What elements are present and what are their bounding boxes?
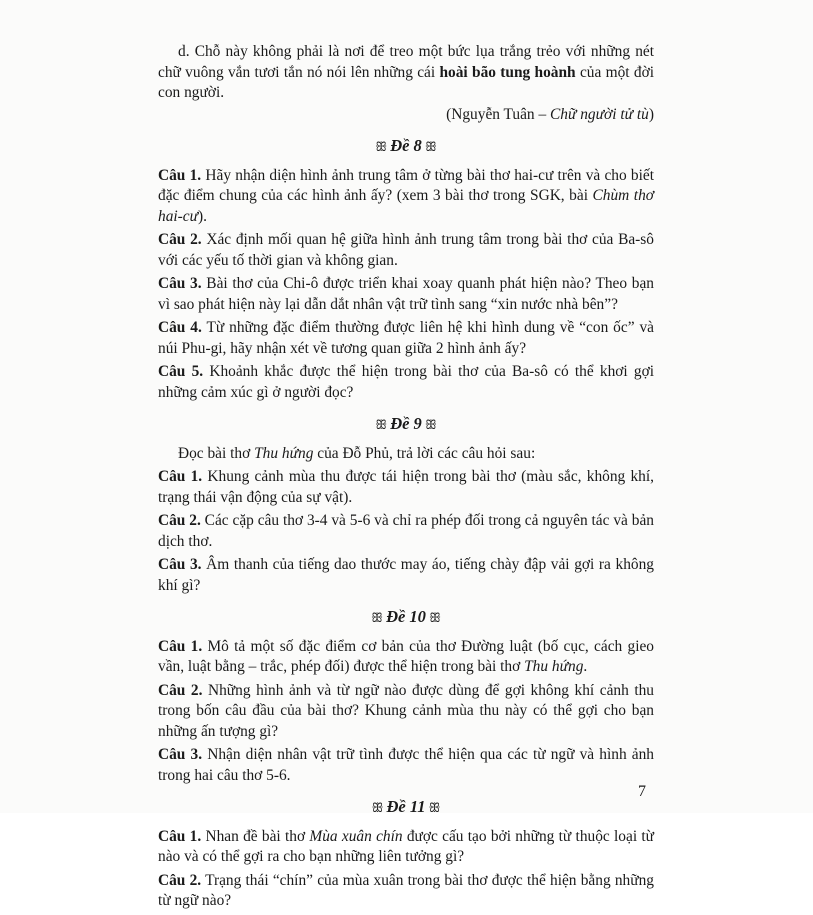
- section-heading: [158, 136, 654, 158]
- instruction-before: Đọc bài thơ: [178, 444, 255, 462]
- question-text: Những hình ảnh và từ ngữ nào được dùng để gợi không khí cảnh thu trong bốn câu đầu của bài thơ? Khung cảnh mùa thu này có thể gợi cho bạn những ấn tượng gì?: [158, 681, 654, 740]
- question-label: Câu 2.: [158, 871, 202, 889]
- question-label: Câu 3.: [158, 556, 202, 573]
- page-number: 7: [638, 783, 646, 800]
- question-label: Câu 2.: [158, 512, 201, 529]
- question-item: [158, 637, 654, 678]
- ornament-left-icon: ꕥ: [370, 610, 384, 625]
- question-label: Câu 1.: [158, 827, 202, 845]
- question-text: Trạng thái “chín” của mùa xuân trong bài thơ được thể hiện bằng những từ ngữ nào?: [158, 871, 654, 909]
- question-label: Câu 4.: [158, 319, 202, 336]
- question-item: [158, 362, 654, 403]
- question-label: Câu 3.: [158, 275, 202, 292]
- intro-text-end: của một đời con người.: [158, 63, 654, 101]
- question-text-end: .: [583, 658, 588, 675]
- question-label: Câu 1.: [158, 637, 203, 655]
- question-text-end: được cấu tạo bởi những từ thuộc loại từ nào và có thể gợi ra cho bạn những liên tưởng gì?: [158, 827, 655, 865]
- section-heading: [158, 414, 654, 436]
- ornament-right-icon: ꕥ: [428, 610, 442, 625]
- question-text: Khung cảnh mùa thu được tái hiện trong bài thơ (màu sắc, không khí, trạng thái vận động của sự vật).: [158, 468, 654, 506]
- exam-sections: [158, 136, 654, 912]
- question-text: Nhan đề bài thơ: [201, 827, 310, 845]
- question-item: [158, 166, 654, 228]
- section-title: Đề 11: [386, 797, 426, 816]
- section-title: Đề 8: [390, 136, 422, 155]
- section-title: Đề 10: [386, 607, 426, 626]
- question-text: Xác định mối quan hệ giữa hình ảnh trung tâm trong bài thơ của Ba-sô với các yếu tố thời gian và không gian.: [158, 231, 654, 269]
- question-text: Hãy nhận diện hình ảnh trung tâm ở từng bài thơ hai-cư trên và cho biết đặc điểm chung của các hình ảnh ấy? (xem 3 bài thơ trong SGK, bài: [158, 166, 654, 204]
- question-label: Câu 5.: [158, 363, 204, 380]
- question-label: Câu 2.: [158, 231, 202, 248]
- instruction-italic: Thu hứng: [254, 444, 314, 462]
- question-label: Câu 2.: [158, 681, 203, 699]
- section-heading: [158, 607, 654, 629]
- question-item: [158, 745, 654, 786]
- question-item: [158, 555, 654, 596]
- intro-bold-text: hoài bão tung hoành: [439, 63, 576, 81]
- ornament-right-icon: ꕥ: [424, 417, 437, 432]
- page-content: [158, 42, 654, 915]
- question-text: Nhận diện nhân vật trữ tình được thể hiện qua các từ ngữ và hình ảnh trong hai câu thơ 5-6.: [158, 746, 654, 784]
- question-italic-title: Thu hứng: [524, 658, 584, 675]
- attribution: [158, 105, 654, 126]
- question-text: Các cặp câu thơ 3-4 và 5-6 và chỉ ra phép đối trong cả nguyên tác và bản dịch thơ.: [158, 512, 654, 550]
- question-text: Khoảnh khắc được thể hiện trong bài thơ của Ba-sô có thể khơi gợi những cảm xúc gì ở người đọc?: [158, 363, 654, 401]
- instruction-after: của Đỗ Phủ, trả lời các câu hỏi sau:: [313, 444, 536, 462]
- question-item: [158, 871, 654, 912]
- question-label: Câu 1.: [158, 468, 203, 485]
- question-text-end: ).: [198, 207, 208, 225]
- section-instruction: [158, 444, 654, 465]
- ornament-left-icon: ꕥ: [375, 417, 388, 432]
- intro-paragraph: [158, 42, 654, 104]
- question-text: Âm thanh của tiếng dao thước may áo, tiếng chày đập vải gợi ra không khí gì?: [158, 556, 654, 594]
- intro-text: d. Chỗ này không phải là nơi để treo một bức lụa trắng trẻo với những nét chữ vuông vắn tươi tắn nó nói lên những cái: [158, 43, 654, 81]
- ornament-right-icon: ꕥ: [424, 139, 437, 154]
- question-text: Bài thơ của Chi-ô được triển khai xoay quanh phát hiện nào? Theo bạn vì sao phát hiện này lại dẫn dắt nhân vật trữ tình sang “xin nước nhà bên”?: [158, 275, 654, 313]
- question-italic-title: Chùm thơ hai-cư: [158, 187, 654, 225]
- question-item: [158, 274, 654, 315]
- question-label: Câu 1.: [158, 166, 202, 184]
- ornament-left-icon: ꕥ: [371, 800, 384, 815]
- question-label: Câu 3.: [158, 746, 203, 763]
- section-heading: [158, 797, 654, 819]
- section-title: Đề 9: [390, 414, 422, 433]
- attribution-work: Chữ người tử tù: [550, 105, 649, 123]
- ornament-left-icon: ꕥ: [375, 139, 388, 154]
- attribution-close: ): [648, 105, 654, 123]
- question-item: [158, 467, 654, 508]
- question-item: [158, 230, 654, 271]
- question-item: [158, 511, 654, 552]
- question-text: Từ những đặc điểm thường được liên hệ khi hình dung về “con ốc” và núi Phu-gi, hãy nhận xét về tương quan giữa 2 hình ảnh ấy?: [158, 319, 654, 357]
- question-item: [158, 318, 654, 359]
- ornament-right-icon: ꕥ: [428, 800, 441, 815]
- attribution-author: (Nguyễn Tuân –: [446, 105, 551, 123]
- question-item: [158, 827, 654, 868]
- question-italic-title: Mùa xuân chín: [309, 827, 403, 845]
- question-text: Mô tả một số đặc điểm cơ bản của thơ Đường luật (bố cục, cách gieo vần, luật bằng – trắc, phép đối) được thể hiện trong bài thơ: [158, 637, 654, 675]
- question-item: [158, 681, 654, 743]
